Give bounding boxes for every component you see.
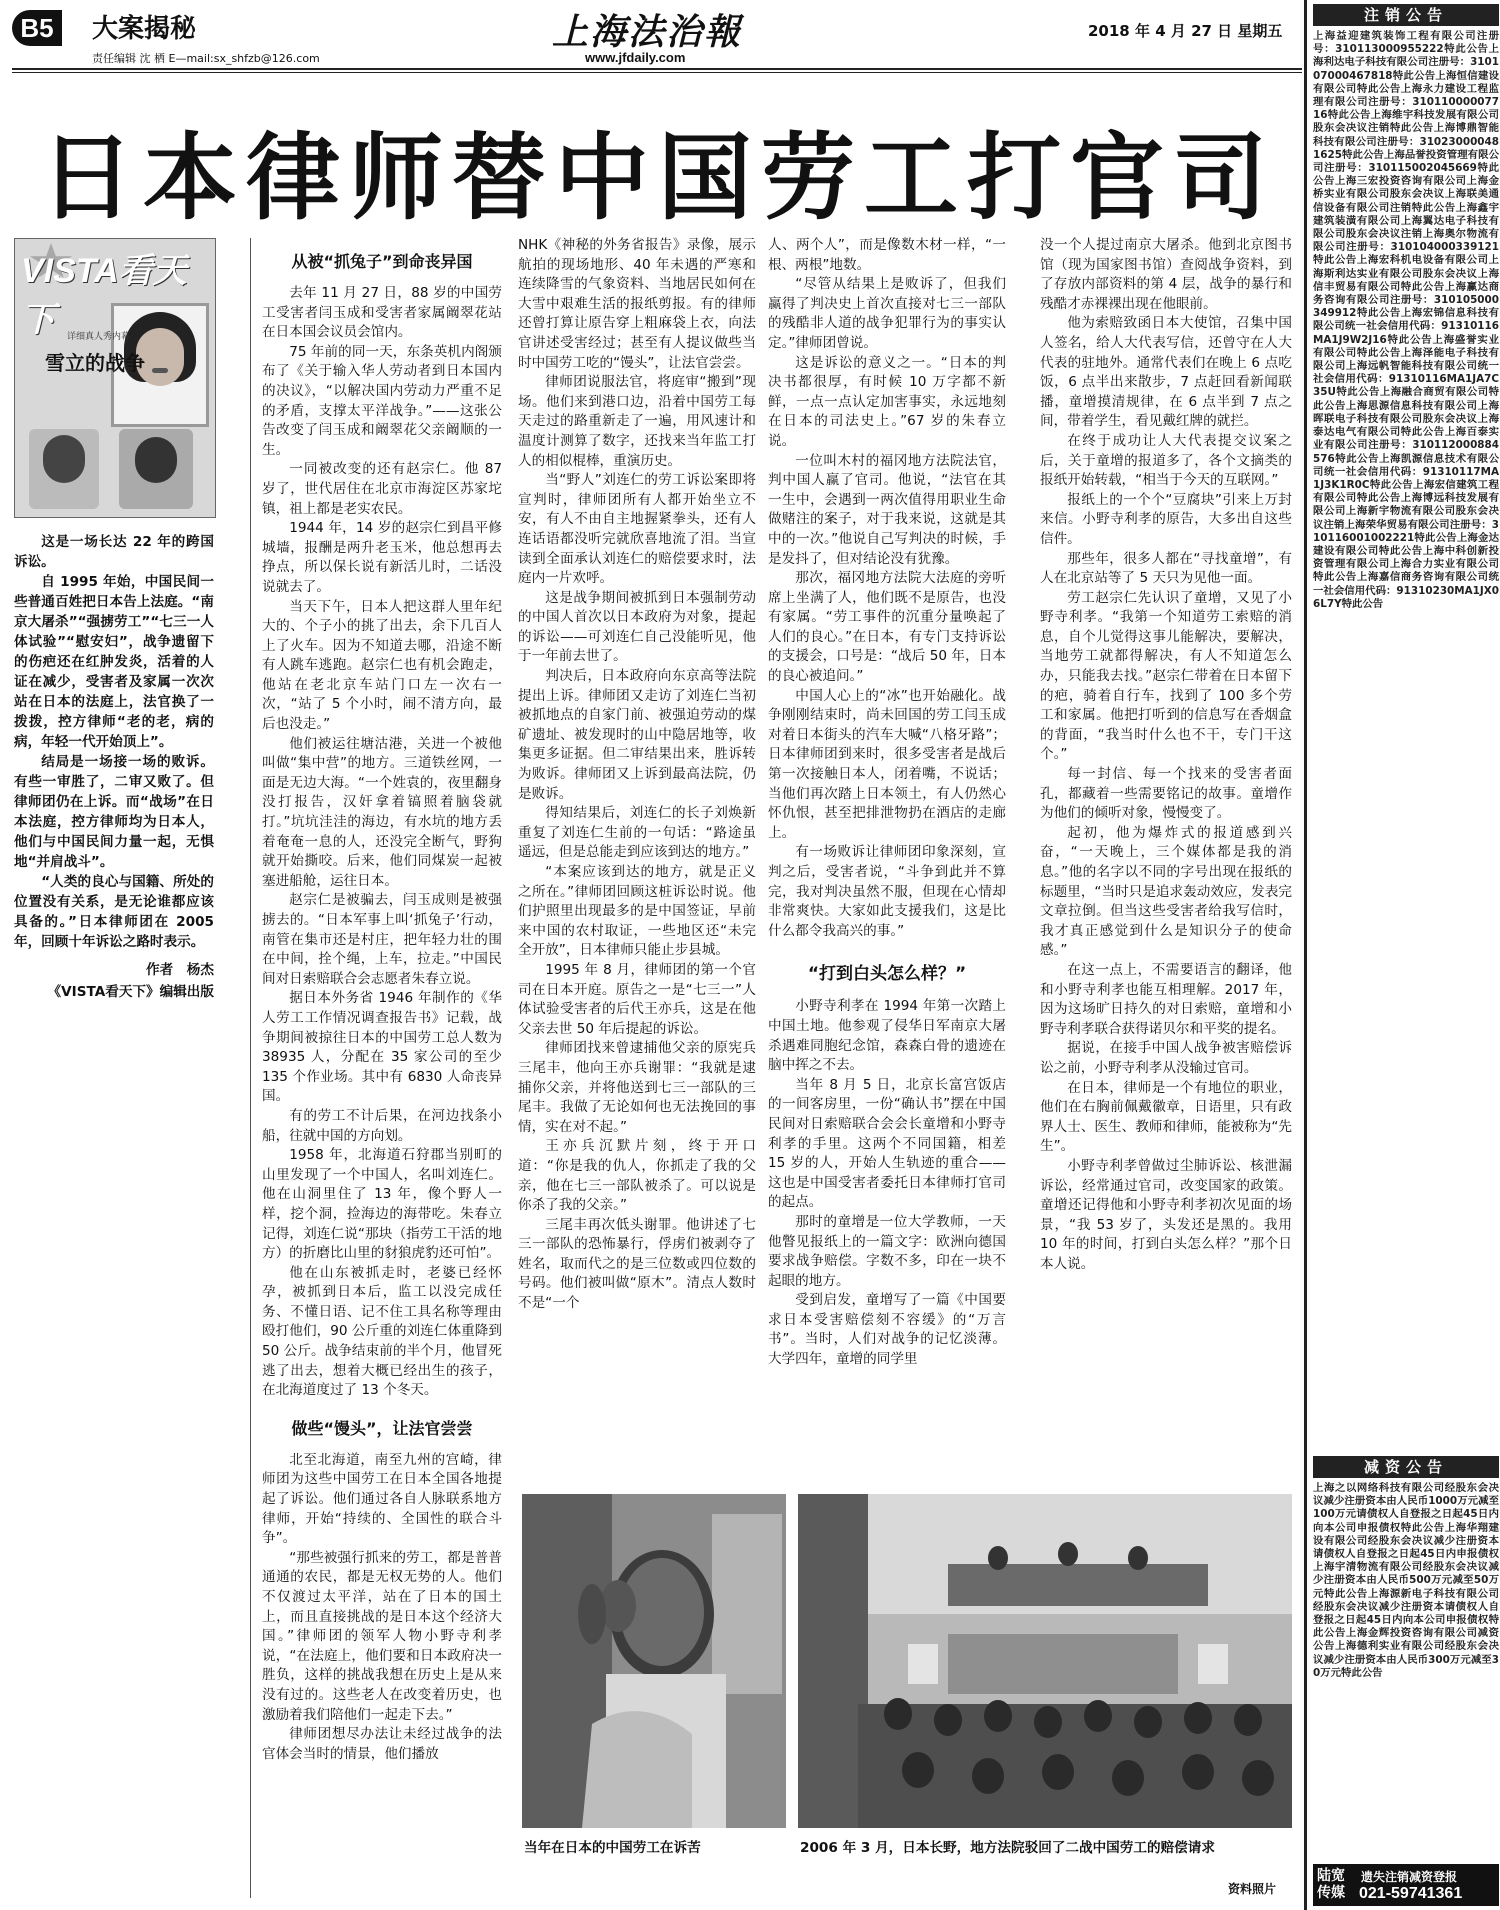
paragraph: 律师团想尽办法让未经过战争的法官体会当时的情景，他们播放 <box>262 1726 502 1762</box>
subheading: “打到白头怎么样？” <box>807 964 967 985</box>
paragraph: 有的劳工不计后果，在河边找条小船，往就中国的方向划。 <box>262 1107 502 1144</box>
article-column-3 <box>768 236 1006 1476</box>
website-url[interactable]: www.jfdaily.com <box>585 50 686 65</box>
paragraph: 小野寺利孝曾做过尘肺诉讼、核泄漏诉讼，经常通过官司，改变国家的政策。童增还记得他和小野寺利孝初次见面的场景，“我 53 岁了，头发还是黑的。我用 10 年的时间，打到白头怎么样？”那个日本人说。 <box>1040 1157 1292 1272</box>
subheading: 做些“馒头”，让法官尝尝 <box>291 1418 473 1438</box>
laborer-photo-image <box>522 1494 786 1828</box>
photo-caption: 2006 年 3 月，日本长野，地方法院驳回了二战中国劳工的赔偿请求 <box>800 1840 1215 1856</box>
paragraph: 报纸上的一个个“豆腐块”引来上万封来信。小野寺利孝的原告，大多出自这些信件。 <box>1040 491 1292 547</box>
article-column-4 <box>1040 236 1292 1476</box>
ad-listing-text: 上海之以网络科技有限公司经股东会决议减少注册资本由人民币1000万元减至100万元请债权人自登报之日起45日内向本公司申报债权特此公告上海华翔建设有限公司经股东会决议减少注册资本请债权人自登报之日起45日内申报债权上海宇清物流有限公司经股东会决议减少注册资本由人民币500万元减至50万元特此公告上海源新电子科技有限公司经股东会决议减少注册资本请债权人自登报之日起45日内向本公司申报债权特此公告上海金辉投资咨询有限公司减资公告上海德利实业有限公司经股东会决议减少注册资本由人民币300万元减至30万元特此公告 <box>1313 1482 1499 1679</box>
article-column-1 <box>262 244 502 1880</box>
ad-phone-number[interactable]: 021-59741361 <box>1359 1885 1463 1902</box>
paragraph: 律师团找来曾逮捕他父亲的原宪兵三尾丰，他向王亦兵谢罪：“我就是逮捕你父亲，并将他送到七三一部队的三尾丰。我做了无论如何也无法挽回的事情，实在对不起。” <box>518 1040 756 1135</box>
paragraph: NHK《神秘的外务省报告》录像，展示航拍的现场地形、40 年未遇的严寒和连续降雪的气象资料、当地居民如何在大雪中艰难生活的报纸剪报。有的律师还曾打算让原告穿上粗麻袋上衣，向法官讲述受害经过；甚至有人提议做些当时中国劳工吃的“馒头”，让法官尝尝。 <box>518 237 756 371</box>
cover-subtitle: 详细真人秀内幕 <box>67 332 131 342</box>
paragraph: 有一场败诉让律师团印象深刻，宣判之后，受害者说，“斗争到此并不算完，我对判决虽然不服，但现在心情却非常爽快。大家如此支援我们，这是比什么都令我高兴的事。” <box>768 844 1006 939</box>
laborer-photo <box>522 1494 786 1828</box>
ad-section-header: 注销公告 <box>1313 4 1499 26</box>
paragraph: 在日本，律师是一个有地位的职业，他们在右胸前佩戴徽章，日语里，只有政界人士、医生、教师和律师，能被称为“先生”。 <box>1040 1079 1292 1155</box>
paragraph: 人、两个人”，而是像数木材一样，“一根、两根”地数。 <box>768 237 1006 273</box>
column-divider <box>250 238 251 1898</box>
ad-contact-box[interactable] <box>1313 1864 1499 1906</box>
paragraph: 那次，福冈地方法院大法庭的旁听席上坐满了人，他们既不是原告，也没有家属。“劳工事件的沉重分量唤起了人们的良心。”在日本，有专门支持诉讼的支援会，口号是：“战后 50 年，日本的良心被追问。” <box>768 570 1006 685</box>
subheading: 从被“抓兔子”到命丧异国 <box>291 252 473 271</box>
lede-paragraph: 自 1995 年始，中国民间一些普通百姓把日本告上法庭。“南京大屠杀”“强掳劳工”“七三一人体试验”“慰安妇”，战争遗留下的伤疤还在红肿发炎，活着的人证在减少，受害者及家属一次次站在日本的法庭上，法官换了一拨拨，控方律师“老的老，病的病，年轻一代开始顶上”。 <box>14 574 214 750</box>
lede-paragraph: 这是一场长达 22 年的跨国诉讼。 <box>14 534 214 570</box>
paragraph: “尽管从结果上是败诉了，但我们赢得了判决史上首次直接对七三一部队的残酷非人道的战争犯罪行为的事实认定。”律师团曾说。 <box>768 276 1006 351</box>
paragraph: 1995 年 8 月，律师团的第一个官司在日本开庭。原告之一是“七三一”人体试验受害者的后代王亦兵，这是在他父亲去世 50 年后提起的诉讼。 <box>518 961 756 1037</box>
paragraph: 这是诉讼的意义之一。“日本的判决书都很厚，有时候 10 万字都不新鲜，一点一点认定加害事实，永远地刻在日本的司法史上。”67 岁的朱春立说。 <box>768 354 1006 449</box>
paragraph: 据说，在接手中国人战争被害赔偿诉讼之前，小野寺利孝从没输过官司。 <box>1040 1040 1292 1076</box>
paragraph: 赵宗仁是被骗去，闫玉成则是被强掳去的。“日本军事上叫‘抓兔子’行动，南管在集市还是村庄，把年轻力壮的围在中间，拴个绳，上车，拉走。”中国民间对日索赔联合会志愿者朱春立说。 <box>262 892 502 987</box>
paragraph: 当天下午，日本人把这群人里年纪大的、个子小的挑了出去，余下几百人上了火车。因为不知道去哪，沿途不断有人跳车逃跑。赵宗仁也有机会跑走，他站在老北京车站门口左一次右一次，“站了 5 个小时，闹不清方向，最后也没走。” <box>262 598 502 733</box>
author-credit: 作者 杨杰 <box>146 962 214 978</box>
paragraph: 75 年前的同一天，东条英机内阁颁布了《关于输入华人劳动者到日本国内的决议》，“以解决国内劳动力严重不足的矛盾，支撑太平洋战争。”——这张公告改变了闫玉成和阚翠花父亲阚顺的一生。 <box>262 343 502 458</box>
paragraph: 受到启发，童增写了一篇《中国要求日本受害赔偿刻不容缓》的“万言书”。当时，人们对战争的记忆淡薄。大学四年，童增的同学里 <box>768 1292 1006 1368</box>
paragraph: 劳工赵宗仁先认识了童增，又见了小野寺利孝。“我第一个知道劳工索赔的消息，自个儿觉得这事儿能解决，要解决，当地劳工就都得解决，有人不知道怎么办，只能我去找。”赵宗仁带着在日本留下的疤，骑着自行车，找到了 100 多个劳工和家属。他把打听到的信息写在香烟盒的背面，“我当时什么也不干，专门干这个。” <box>1040 589 1292 763</box>
paragraph: 判决后，日本政府向东京高等法院提出上诉。律师团又走访了刘连仁当初被抓地点的自家门前、被强迫劳动的煤矿遗址、被发现时的山中隐居地等，收集更多证据。但二审结果出来，胜诉转为败诉。律师团又上诉到最高法院，仍是败诉。 <box>518 668 756 802</box>
paragraph: 一同被改变的还有赵宗仁。他 87 岁了，世代居住在北京市海淀区苏家坨镇，祖上都是老实农民。 <box>262 461 502 517</box>
paragraph: 当“野人”刘连仁的劳工诉讼案即将宣判时，律师团所有人都开始坐立不安，有人不由自主地握紧拳头，还有人连话语都没听完就欣喜地流了泪。当宣读到全面承认刘连仁的赔偿要求时，法庭内一片欢呼。 <box>518 472 756 587</box>
paragraph: 他们被运往塘沽港，关进一个被他叫做“集中营”的地方。三道铁丝网，一面是无边大海。“一个姓袁的，夜里翻身没打报告，汉奸拿着镐照着脑袋就打。”坑坑洼洼的海边，有水坑的地方丢着奄奄一息的人，还没完全断气，野狗就开始撕咬。后来，他们同煤炭一起被塞进船舱，运往日本。 <box>262 735 502 889</box>
paragraph: 中国人心上的“冰”也开始融化。战争刚刚结束时，尚未回国的劳工闫玉成对着日本街头的汽车大喊“八格牙路”；日本律师团到来时，很多受害者是战后第一次接触日本人，闭着嘴，不说话；当他们再次踏上日本领土，有人仍然心怀仇恨，甚至把排泄物扔在酒店的走廊上。 <box>768 687 1006 841</box>
cover-logo: VISTA看天下 <box>21 252 187 339</box>
paragraph: 在这一点上，不需要语言的翻译，他和小野寺利孝也能互相理解。2017 年，因为这场旷日持久的对日索赔，童增和小野寺利孝联合获得诺贝尔和平奖的提名。 <box>1040 961 1292 1037</box>
paragraph: 那时的童增是一位大学教师，一天他瞥见报纸上的一篇文字：欧洲向德国要求战争赔偿。字数不多，印在一块不起眼的地方。 <box>768 1213 1006 1289</box>
lede-paragraph: “人类的良心与国籍、所处的位置没有关系，是无论谁都应该具备的。”日本律师团在 2005 年，回顾十年诉讼之路时表示。 <box>14 874 214 950</box>
courtroom-photo <box>798 1494 1292 1828</box>
paragraph: 小野寺利孝在 1994 年第一次踏上中国土地。他参观了侵华日军南京大屠杀遇难同胞纪念馆，森森白骨的遗迹在脑中挥之不去。 <box>768 998 1006 1074</box>
section-title: 大案揭秘 <box>92 14 197 44</box>
paragraph: 三尾丰再次低头谢罪。他讲述了七三一部队的恐怖暴行，俘虏们被剥夺了姓名，取而代之的是三位数或四位数的号码。他们被叫做“原木”。清点人数时不是“一个 <box>518 1216 756 1312</box>
paragraph: “本案应该到达的地方，就是正义之所在。”律师团回顾这桩诉讼时说。他们护照里出现最多的是中国签证，早前来中国的农村取证，一些地区还“未完全开放”，日本律师只能止步县城。 <box>518 864 756 959</box>
photo-credit: 资料照片 <box>1228 1882 1277 1896</box>
article-column-2 <box>518 236 756 1476</box>
page-header <box>0 0 1500 72</box>
paragraph: 北至北海道，南至九州的宫崎，律师团为这些中国劳工在日本全国各地提起了诉讼。他们通过各自人脉联系地方律师，开始“持续的、全国性的联合斗争”。 <box>262 1451 502 1547</box>
paragraph: 这是战争期间被抓到日本强制劳动的中国人首次以日本政府为对象，提起的诉讼——可刘连仁自己没能听见，他于一年前去世了。 <box>518 589 756 665</box>
paragraph: 1944 年，14 岁的赵宗仁到昌平修城墙，报酬是两升老玉米，他总想再去挣点，所以保长说有新活儿时，二话没说就去了。 <box>262 520 502 595</box>
cover-portrait-small <box>29 429 99 509</box>
paragraph: 得知结果后，刘连仁的长子刘焕新重复了刘连仁生前的一句话：“路途虽遥远，但是总能走到应该到达的地方。” <box>518 805 756 861</box>
page-number-badge: B5 <box>12 10 62 46</box>
paragraph: 据日本外务省 1946 年制作的《华人劳工工作情况调查报告书》记载，战争期间被掠往日本的中国劳工总人数为 38935 人，分配在 35 家公司的至少 135 个作业场。其中有 6830 人命丧异国。 <box>262 990 502 1105</box>
editor-line: 责任编辑 沈 栖 E—mail:sx_shfzb@126.com <box>92 52 320 65</box>
header-rule <box>12 68 1302 70</box>
agency-name: 陆宽传媒 <box>1317 1868 1345 1901</box>
paragraph: 那些年，很多人都在“寻找童增”，有人在北京站等了 5 天只为见他一面。 <box>1040 550 1292 587</box>
paragraph: “那些被强行抓来的劳工，都是普普通通的农民，都是无权无势的人。他们不仅渡过太平洋，站在了日本的国土上，而且直接挑战的是日本这个经济大国。”律师团的领军人物小野寺利孝说，“在法庭上，他们要和日本政府决一胜负，这样的挑战我想在历史上是从来没有过的。这些老人在改变着历史，也激励着我们陪他们一起走下去。” <box>262 1549 502 1723</box>
header-rule-thin <box>12 72 1302 73</box>
paragraph: 没一个人提过南京大屠杀。他到北京图书馆（现为国家图书馆）查阅战争资料，到了存放内部资料的第 4 层，战争的暴行和残酷才赤裸裸出现在他眼前。 <box>1040 237 1292 312</box>
paragraph: 起初，他为爆炸式的报道感到兴奋，“一天晚上，三个媒体都是我的消息。”他的名字以不同的字号出现在报纸的标题里，“当时只是追求轰动效应，发表完文章拉倒。但当这些受害者给我写信时，我才真正感觉到什么是知识分子的使命感。” <box>1040 824 1292 959</box>
paragraph: 律师团说服法官，将庭审“搬到”现场。他们来到港口边，沿着中国劳工每天走过的路重新走了一遍，用风速计和温度计测算了数字，还找来当年监工打人的相似棍棒，重演历史。 <box>518 374 756 469</box>
magazine-cover-image <box>14 238 216 518</box>
paragraph: 王亦兵沉默片刻，终于开口道：“你是我的仇人，你抓走了我的父亲，他在七三一部队被杀了。可以说是你杀了我的父亲。” <box>518 1138 756 1214</box>
paragraph: 他为索赔致函日本大使馆，召集中国人签名，给人大代表写信，还曾守在人大代表的驻地外。通常代表们在晚上 6 点吃饭，6 点半出来散步，7 点赶回看新闻联播，童增摸清规律，在 6 点半到 7 点之间，带着学生，看见戴红牌的就拦。 <box>1040 315 1292 430</box>
issue-date: 2018 年 4 月 27 日 星期五 <box>1088 22 1283 40</box>
ad-section-header: 减资公告 <box>1313 1456 1499 1478</box>
ad-service-label: 遗失注销减资登报 <box>1361 1870 1458 1884</box>
paragraph: 1958 年，北海道石狩郡当别町的山里发现了一个中国人，名叫刘连仁。他在山洞里住了 13 年，像个野人一样，挖个洞，捡海边的海带吃。朱春立记得，刘连仁说“那块（指劳工干活的地方）的折磨比山里的豺狼虎豹还可怕”。 <box>262 1147 502 1262</box>
article-headline: 日本律师替中国劳工打官司 <box>40 124 1277 233</box>
paragraph: 一位叫木村的福冈地方法院法官，判中国人赢了官司。他说，“法官在其一生中，会遇到一两次值得用职业生命做赌注的案子，对于我来说，这就是其中的一次。”他说自己写判决的时候，手是发抖了，但对结论没有犹豫。 <box>768 452 1006 567</box>
paragraph: 他在山东被抓走时，老婆已经怀孕，被抓到日本后，监工以没完成任务、不懂日语、记不住工具名称等理由殴打他们，90 公斤重的刘连仁体重降到 50 公斤。战争结束前的半个月，他冒死逃了出去，想着大概已经出生的孩子，在北海道度过了 13 个冬天。 <box>262 1264 502 1399</box>
paragraph: 在终于成功让人大代表提交议案之后，关于童增的报道多了，各个文摘类的报纸开始转载，“相当于今天的互联网。” <box>1040 432 1292 489</box>
cover-portrait-small <box>119 429 193 509</box>
newspaper-masthead: 上海法治報 <box>552 11 743 53</box>
photo-caption: 当年在日本的中国劳工在诉苦 <box>524 1840 701 1856</box>
paragraph: 去年 11 月 27 日，88 岁的中国劳工受害者闫玉成和受害者家属阚翠花站在日本国会议员会馆内。 <box>262 285 502 341</box>
courtroom-photo-image <box>798 1494 1292 1828</box>
cover-title: 雪立的战争 <box>45 351 145 375</box>
ad-listing-text: 上海益迎建筑装饰工程有限公司注册号：310113000955222特此公告上海利达电子科技有限公司注册号：310107000467818特此公告上海恒信建设有限公司特此公告上海永力建设工程监理有限公司注册号：31011000007716特此公告上海维宇科技发展有限公司股东会决议注销特此公告上海博鼎智能科技有限公司注册号：310230000481625特此公告上海品誉投资管理有限公司注册号：310115002045669特此公告上海三宏投资咨询有限公司上海金桥实业有限公司股东会决议上海联美通信设备有限公司注销特此公告上海鑫宇建筑装潢有限公司上海翼达电子科技有限公司股东会决议注销上海奥尔物流有限公司注册号：310104000339121特此公告上海宏科机电设备有限公司上海斯利达实业有限公司股东会决议上海信丰贸易有限公司特此公告上海赢达商务咨询有限公司注册号：310105000349912特此公告上海宏锦信息科技有限公司统一社会信用代码：91310116MA1J9W2J16特此公告上海盛誉实业有限公司特此公告上海泽能电子科技有限公司上海远帆智能科技有限公司统一社会信用代码：91310116MA1JA7C35U特此公告上海融合商贸有限公司特此公告上海思源信息科技有限公司上海晖联电子科技有限公司股东会决议上海泰达电气有限公司特此公告上海百泰实业有限公司注册号：310112000884576特此公告上海凯源信息技术有限公司统一社会信用代码：91310117MA1J3K1R0C特此公告上海宏信建筑工程有限公司特此公告上海博远科技发展有限公司上海新宇物流有限公司股东会决议注销上海荣华贸易有限公司注册号：310116001002221特此公告上海金达建设有限公司特此公告上海中科创新投资管理有限公司上海合力实业有限公司特此公告上海嘉信商务咨询有限公司统一社会信用代码：91310230MA1JX06L7Y特此公告 <box>1313 30 1499 610</box>
paragraph: 当年 8 月 5 日，北京长富宫饭店的一间客房里，一份“确认书”摆在中国民间对日索赔联合会会长童增和小野寺利孝的手里。这两个不同国籍，相差 15 岁的人，开始人生轨迹的重合——这也是中国受害者委托日本律师打官司的起点。 <box>768 1076 1006 1211</box>
source-credit: 《VISTA看天下》编辑出版 <box>47 984 214 1000</box>
lede-paragraph: 结局是一场接一场的败诉。有些一审胜了，二审又败了。但律师团仍在上诉。而“战场”在日本法庭，控方律师均为日本人，他们与中国民间力量一起，无惧地“并肩战斗”。 <box>14 754 214 870</box>
article-lede <box>14 532 214 1060</box>
paragraph: 每一封信、每一个找来的受害者面孔，都藏着一些需要铭记的故事。童增作为他们的倾听对象，慢慢变了。 <box>1040 766 1292 822</box>
classified-ads-column <box>1304 0 1500 1910</box>
